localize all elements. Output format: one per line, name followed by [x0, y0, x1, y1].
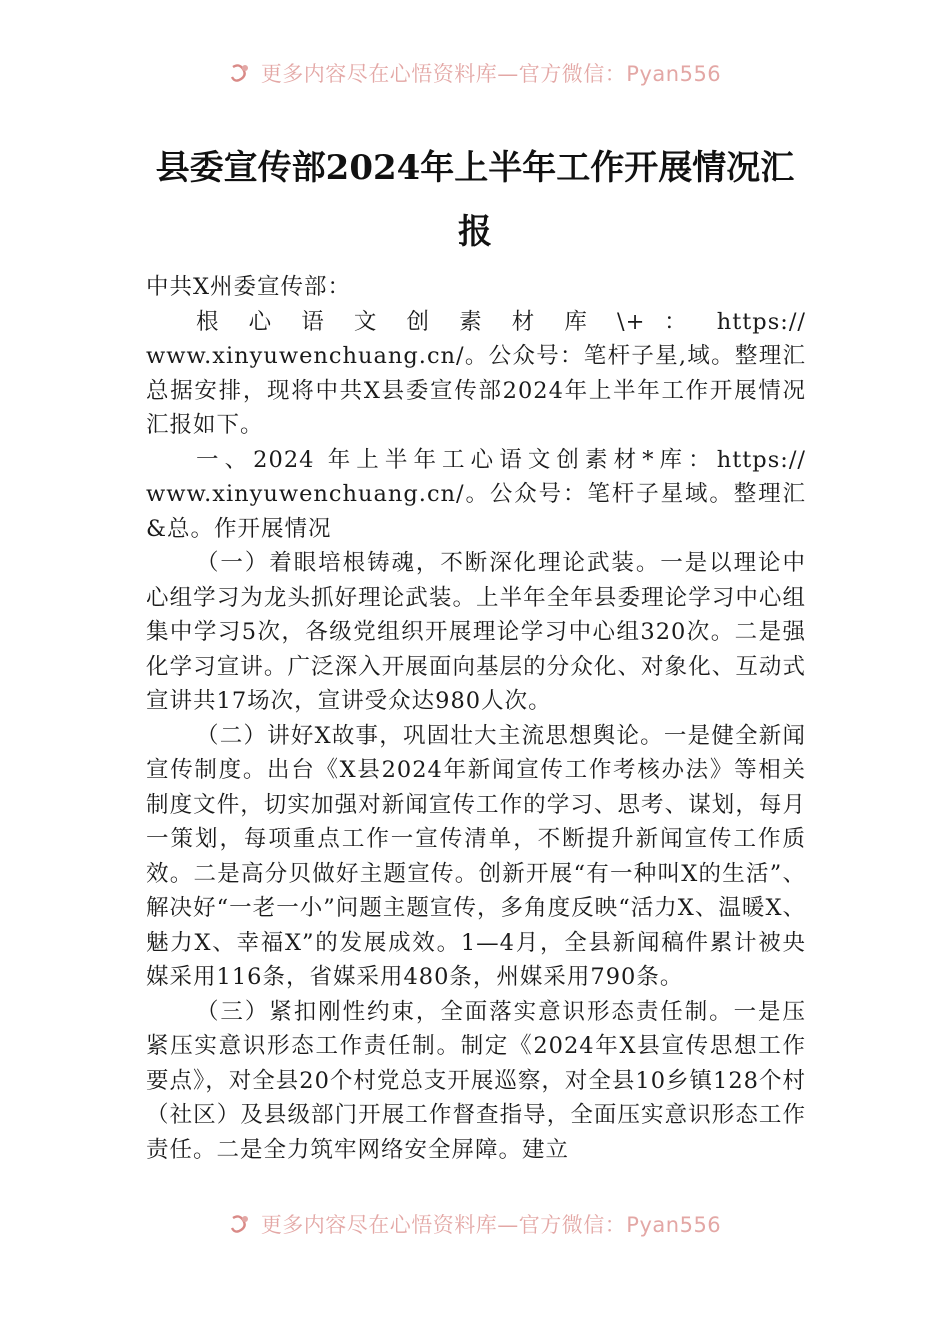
section-heading-rest: www.xinyuwenchuang.cn/。公众号：笔杆子星域。整理汇&总。作开展情况 — [146, 481, 806, 542]
section-heading-line-1: 一、2024 年上半年工心语文创素材*库：https:// — [196, 446, 806, 473]
subsection-2: （二）讲好X故事，巩固壮大主流思想舆论。一是健全新闻宣传制度。出台《X县2024年新闻宣传工作考核办法》等相关制度文件，切实加强对新闻宣传工作的学习、思考、谋划，每月一策划，每项重点工作一宣传清单，不断提升新闻宣传工作质效。二是高分贝做好主题宣传。创新开展“有一种叫X的生活”、解决好“一老一小”问题主题宣传，多角度反映“活力X、温暖X、魅力X、幸福X”的发展成效。1—4月，全县新闻稿件累计被央媒采用116条，省媒采用480条，州媒采用790条。 — [146, 722, 806, 990]
paragraph-intro-rest: www.xinyuwenchuang.cn/。公众号：笔杆子星,域。整理汇总据安排，现将中共X县委宣传部2024年上半年工作开展情况汇报如下。 — [146, 343, 806, 438]
watermark-top — [0, 56, 950, 86]
watermark-bottom — [0, 1207, 950, 1237]
watermark-logo-icon — [229, 61, 253, 85]
salutation: 中共X州委宣传部： — [146, 274, 352, 300]
document-title-line-1: 县委宣传部2024年上半年工作开展情况汇 — [155, 148, 795, 188]
paragraph-intro-line-1: 根 心 语 文 创 素 材 库 \+ ： https:// — [196, 308, 806, 335]
subsection-3: （三）紧扣刚性约束，全面落实意识形态责任制。一是压紧压实意识形态工作责任制。制定《2024年X县宣传思想工作要点》，对全县20个村党总支开展巡察，对全县10乡镇128个村（社区）及县级部门开展工作督查指导，全面压实意识形态工作责任。二是全力筑牢网络安全屏障。建立 — [146, 998, 806, 1163]
watermark-text: 更多内容尽在心悟资料库—官方微信：Pyan556 — [260, 62, 722, 86]
subsection-1: （一）着眼培根铸魂，不断深化理论武装。一是以理论中心组学习为龙头抓好理论武装。上半年全年县委理论学习中心组集中学习5次，各级党组织开展理论学习中心组320次。二是强化学习宣讲。广泛深入开展面向基层的分众化、对象化、互动式宣讲共17场次，宣讲受众达980人次。 — [146, 550, 806, 714]
watermark-text: 更多内容尽在心悟资料库—官方微信：Pyan556 — [260, 1213, 722, 1237]
watermark-logo-icon — [229, 1212, 253, 1236]
document-body — [146, 270, 806, 1167]
document-title-line-2: 报 — [458, 212, 492, 252]
document-title — [140, 136, 810, 264]
